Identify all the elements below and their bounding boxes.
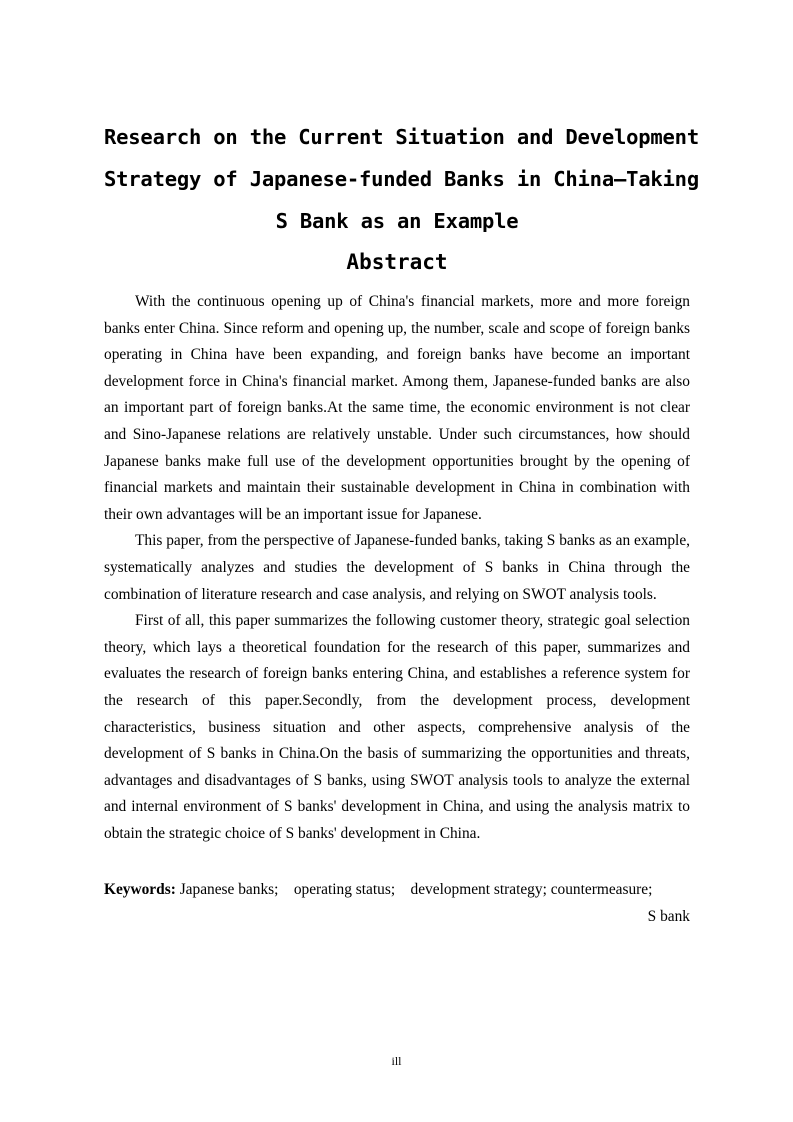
page-number: ill [391,1054,402,1068]
title-line-2: Strategy of Japanese-funded Banks in China—Taking [104,167,699,191]
abstract-paragraph-3: First of all, this paper summarizes the following customer theory, strategic goal selection theory, which lays a theoretical foundation for the research of this paper, summarizes and evaluates the research of foreign banks entering China, and establishes a reference system for the research of this paper.Secondly, from the development process, development characteristics, business situation and other aspects, comprehensive analysis of the development of S banks in China.On the basis of summarizing the opportunities and threats, advantages and disadvantages of S banks, using SWOT analysis tools to analyze the external and internal environment of S banks' development in China, and using the analysis matrix to obtain the strategic choice of S banks' development in China. [104,612,690,842]
keyword-item-last: S bank [647,907,690,925]
abstract-heading: Abstract [346,250,448,274]
paper-title [104,116,699,242]
keyword-item: operating status; [293,881,396,898]
abstract-paragraph-2: This paper, from the perspective of Japanese-funded banks, taking S banks as an example, systematically analyzes and studies the development of S banks in China through the combination of literature research and case analysis, and relying on SWOT analysis tools. [104,532,690,603]
abstract-paragraph-1: With the continuous opening up of China's financial markets, more and more foreign banks enter China. Since reform and opening up, the number, scale and scope of foreign banks operating in China have been expanding, and foreign banks have become an important development force in China's financial market. Among them, Japanese-funded banks are also an important part of foreign banks.At the same time, the economic environment is not clear and Sino-Japanese relations are relatively unstable. Under such circumstances, how should Japanese banks make full use of the development opportunities brought by the opening of financial markets and maintain their sustainable development in China in combination with their own advantages will be an important issue for Japanese. [104,293,690,523]
keyword-item: development strategy; countermeasure; [410,881,653,898]
keywords-section [104,877,690,930]
abstract-body [104,289,690,847]
title-line-1: Research on the Current Situation and Development [104,125,699,149]
keywords-line [104,877,690,904]
title-line-3: S Bank as an Example [275,209,519,233]
keyword-item: Japanese banks; [179,881,279,898]
keywords-label: Keywords: [104,881,176,898]
